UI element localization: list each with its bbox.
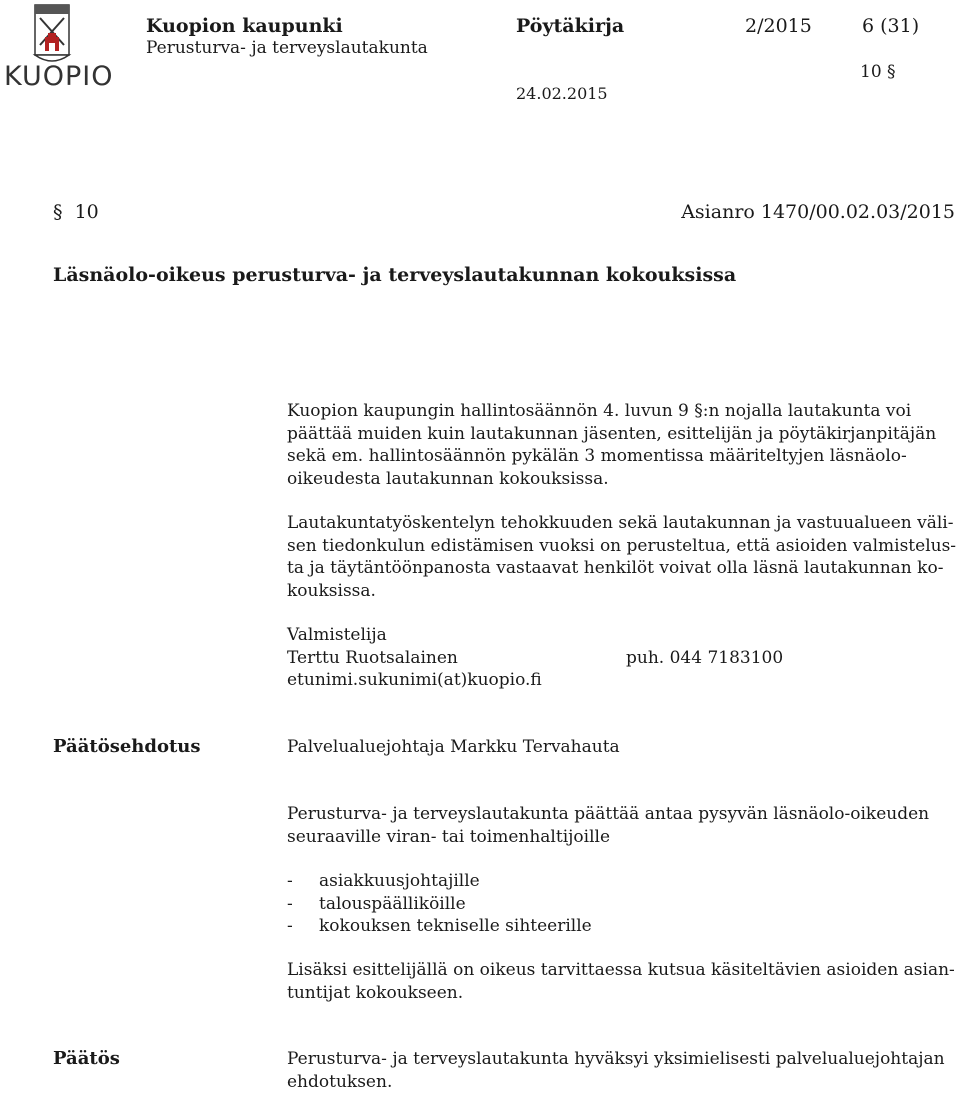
- meeting-date: 24.02.2015: [516, 84, 608, 103]
- preparer-block: [287, 624, 947, 692]
- page-number: 6 (31): [862, 15, 919, 37]
- text-line: oikeudesta lautakunnan kokouksissa.: [287, 468, 947, 491]
- text-line: Lisäksi esittelijällä on oikeus tarvittaessa kutsua käsiteltävien asioiden asian-: [287, 959, 947, 982]
- document-type: Pöytäkirja: [516, 15, 624, 37]
- proposal-label: Päätösehdotus: [53, 736, 201, 757]
- proposal-extra: [287, 959, 947, 1004]
- text-line: ta ja täytäntöönpanosta vastaavat henkilöt voivat olla läsnä lautakunnan ko-: [287, 557, 947, 580]
- item-title: Läsnäolo-oikeus perusturva- ja terveyslautakunnan kokouksissa: [53, 264, 736, 286]
- text-line: Lautakuntatyöskentelyn tehokkuuden sekä lautakunnan ja vastuualueen väli-: [287, 512, 947, 535]
- text-line: sen tiedonkulun edistämisen vuoksi on perusteltua, että asioiden valmistelus-: [287, 535, 947, 558]
- presenter-text: Palvelualuejohtaja Markku Tervahauta: [287, 736, 947, 759]
- text-line: kouksissa.: [287, 580, 947, 603]
- proposal-presenter: [287, 736, 947, 759]
- list-item: - talouspäälliköille: [287, 893, 947, 916]
- organization-name: Kuopion kaupunki: [146, 15, 343, 37]
- text-line: ehdotuksen.: [287, 1071, 947, 1093]
- preparer-contact: [287, 647, 947, 670]
- document-number: 2/2015: [745, 15, 812, 37]
- text-line: Perusturva- ja terveyslautakunta hyväksyi yksimielisesti palvelualuejohtajan: [287, 1048, 947, 1071]
- proposal-text: [287, 803, 947, 848]
- asianro: Asianro 1470/00.02.03/2015: [681, 201, 955, 223]
- decision-label: Päätös: [53, 1048, 120, 1069]
- text-line: sekä em. hallintosäännön pykälän 3 momentissa määriteltyjen läsnäolo-: [287, 445, 947, 468]
- board-name: Perusturva- ja terveyslautakunta: [146, 38, 428, 58]
- paragraph-2: [287, 512, 947, 602]
- paragraph-1: [287, 400, 947, 490]
- preparer-email: etunimi.sukunimi(at)kuopio.fi: [287, 669, 947, 692]
- text-line: päättää muiden kuin lautakunnan jäsenten, esittelijän ja pöytäkirjanpitäjän: [287, 423, 947, 446]
- preparer-label: Valmistelija: [287, 624, 947, 647]
- decision-text: [287, 1048, 947, 1093]
- item-number: § 10: [53, 201, 99, 223]
- header-section-ref: 10 §: [860, 62, 896, 82]
- kuopio-logo: [4, 3, 100, 93]
- list-item: - kokouksen tekniselle sihteerille: [287, 915, 947, 938]
- preparer-phone: puh. 044 7183100: [626, 647, 783, 670]
- text-line: seuraaville viran- tai toimenhaltijoille: [287, 826, 947, 849]
- text-line: Kuopion kaupungin hallintosäännön 4. luvun 9 §:n nojalla lautakunta voi: [287, 400, 947, 423]
- text-line: tuntijat kokoukseen.: [287, 982, 947, 1005]
- text-line: Perusturva- ja terveyslautakunta päättää antaa pysyvän läsnäolo-oikeuden: [287, 803, 947, 826]
- preparer-name: Terttu Ruotsalainen: [287, 648, 458, 668]
- logo-wordmark: KUOPIO: [4, 61, 114, 92]
- proposal-list: [287, 870, 947, 938]
- list-item: - asiakkuusjohtajille: [287, 870, 947, 893]
